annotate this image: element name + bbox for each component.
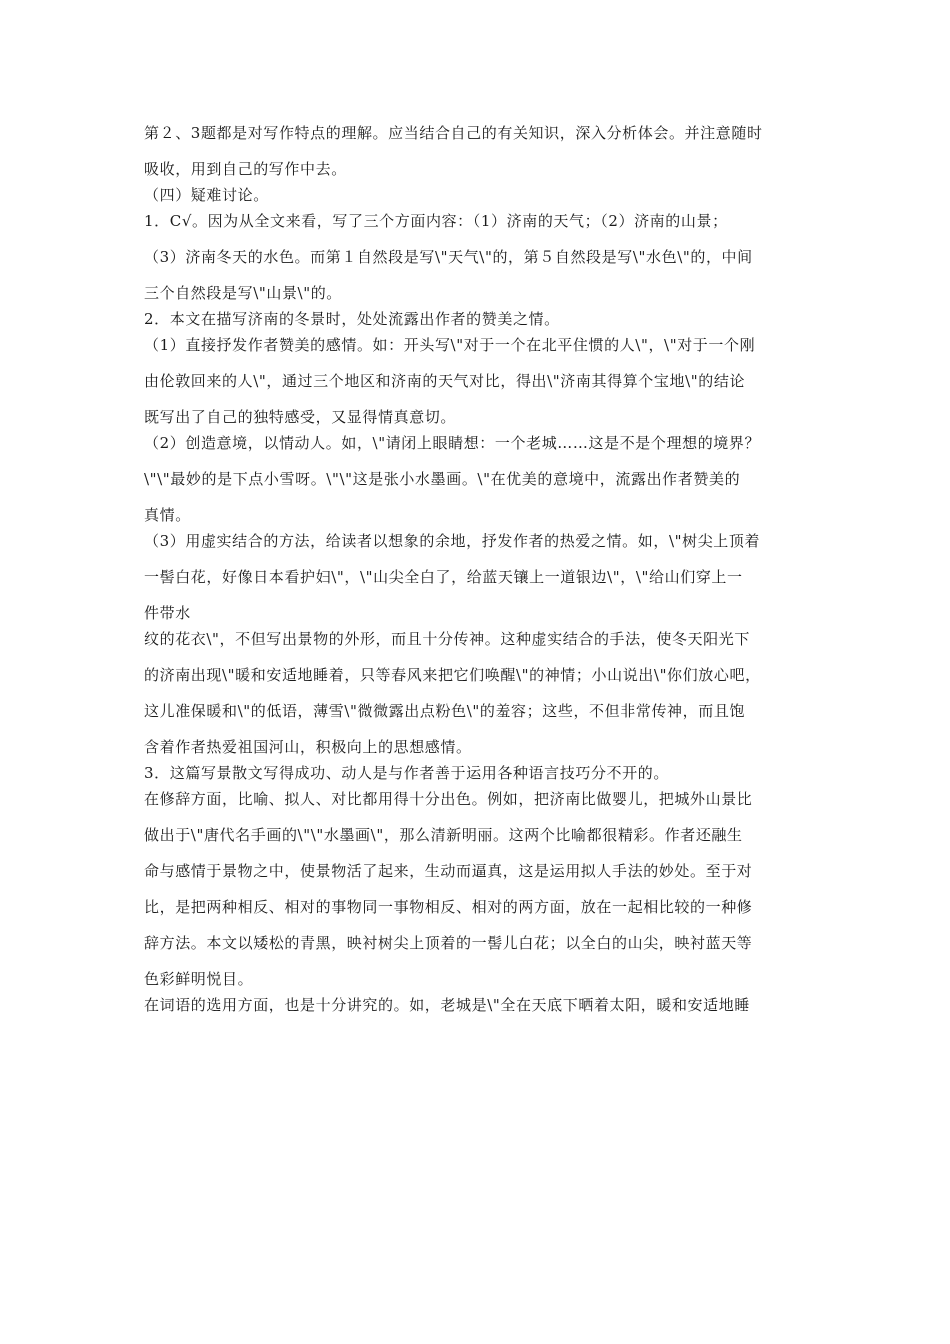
text-line: 辞方法。本文以矮松的青黑，映衬树尖上顶着的一髻儿白花；以全白的山尖，映衬蓝天等 [144, 934, 753, 952]
text-line: 既写出了自己的独特感受，又显得情真意切。 [144, 408, 457, 426]
text-line: 吸收，用到自己的写作中去。 [144, 160, 347, 178]
text-line: 件带水 [144, 604, 191, 622]
text-line: 这儿准保暖和\"的低语，薄雪\"微微露出点粉色\"的羞容；这些，不但非常传神，而且饱 [144, 702, 746, 720]
text-line: （3）用虚实结合的方法，给读者以想象的余地，抒发作者的热爱之情。如，\"树尖上顶着 [144, 532, 761, 550]
text-line: 三个自然段是写\"山景\"的。 [144, 284, 342, 302]
text-line: 1．C√。因为从全文来看，写了三个方面内容：（1）济南的天气；（2）济南的山景； [144, 212, 728, 230]
text-line: 2．本文在描写济南的冬景时，处处流露出作者的赞美之情。 [144, 310, 560, 328]
text-line: 色彩鲜明悦目。 [144, 970, 254, 988]
text-line: 含着作者热爱祖国河山，积极向上的思想感情。 [144, 738, 472, 756]
text-line: （1）直接抒发作者赞美的感情。如：开头写\"对于一个在北平住惯的人\"，\"对于一个刚 [144, 336, 756, 354]
text-line: 纹的花衣\"，不但写出景物的外形，而且十分传神。这种虚实结合的手法，使冬天阳光下 [144, 630, 750, 648]
text-line: 真情。 [144, 506, 191, 524]
section-heading: （四）疑难讨论。 [144, 186, 269, 204]
text-line: 做出于\"唐代名手画的\"\"水墨画\"，那么清新明丽。这两个比喻都很精彩。作者还融生 [144, 826, 743, 844]
text-line: 比，是把两种相反、相对的事物同一事物相反、相对的两方面，放在一起相比较的一种修 [144, 898, 753, 916]
text-line: 由伦敦回来的人\"，通过三个地区和济南的天气对比，得出\"济南其得算个宝地\"的结论 [144, 372, 746, 390]
text-line: 一髻白花，好像日本看护妇\"，\"山尖全白了，给蓝天镶上一道银边\"，\"给山们穿上一 [144, 568, 743, 586]
text-line: 的济南出现\"暖和安适地睡着，只等春风来把它们唤醒\"的神情；小山说出\"你们放心吧， [144, 666, 761, 684]
text-line: （3）济南冬天的水色。而第１自然段是写\"天气\"的，第５自然段是写\"水色\"的，中间 [144, 248, 753, 266]
text-line: 命与感情于景物之中，使景物活了起来，生动而逼真，这是运用拟人手法的妙处。至于对 [144, 862, 753, 880]
text-line: 在修辞方面，比喻、拟人、对比都用得十分出色。例如，把济南比做婴儿，把城外山景比 [144, 790, 753, 808]
text-line: 在词语的选用方面，也是十分讲究的。如，老城是\"全在天底下晒着太阳，暖和安适地睡 [144, 996, 750, 1014]
text-line: 第２、3题都是对写作特点的理解。应当结合自己的有关知识，深入分析体会。并注意随时 [144, 124, 763, 142]
text-line: \"\"最妙的是下点小雪呀。\"\"这是张小水墨画。\"在优美的意境中，流露出作者赞美的 [144, 470, 741, 488]
text-line: 3．这篇写景散文写得成功、动人是与作者善于运用各种语言技巧分不开的。 [144, 764, 669, 782]
document-page [144, 124, 814, 1014]
text-line: （2）创造意境，以情动人。如，\"请闭上眼睛想：一个老城……这是不是个理想的境界？ [144, 434, 761, 452]
